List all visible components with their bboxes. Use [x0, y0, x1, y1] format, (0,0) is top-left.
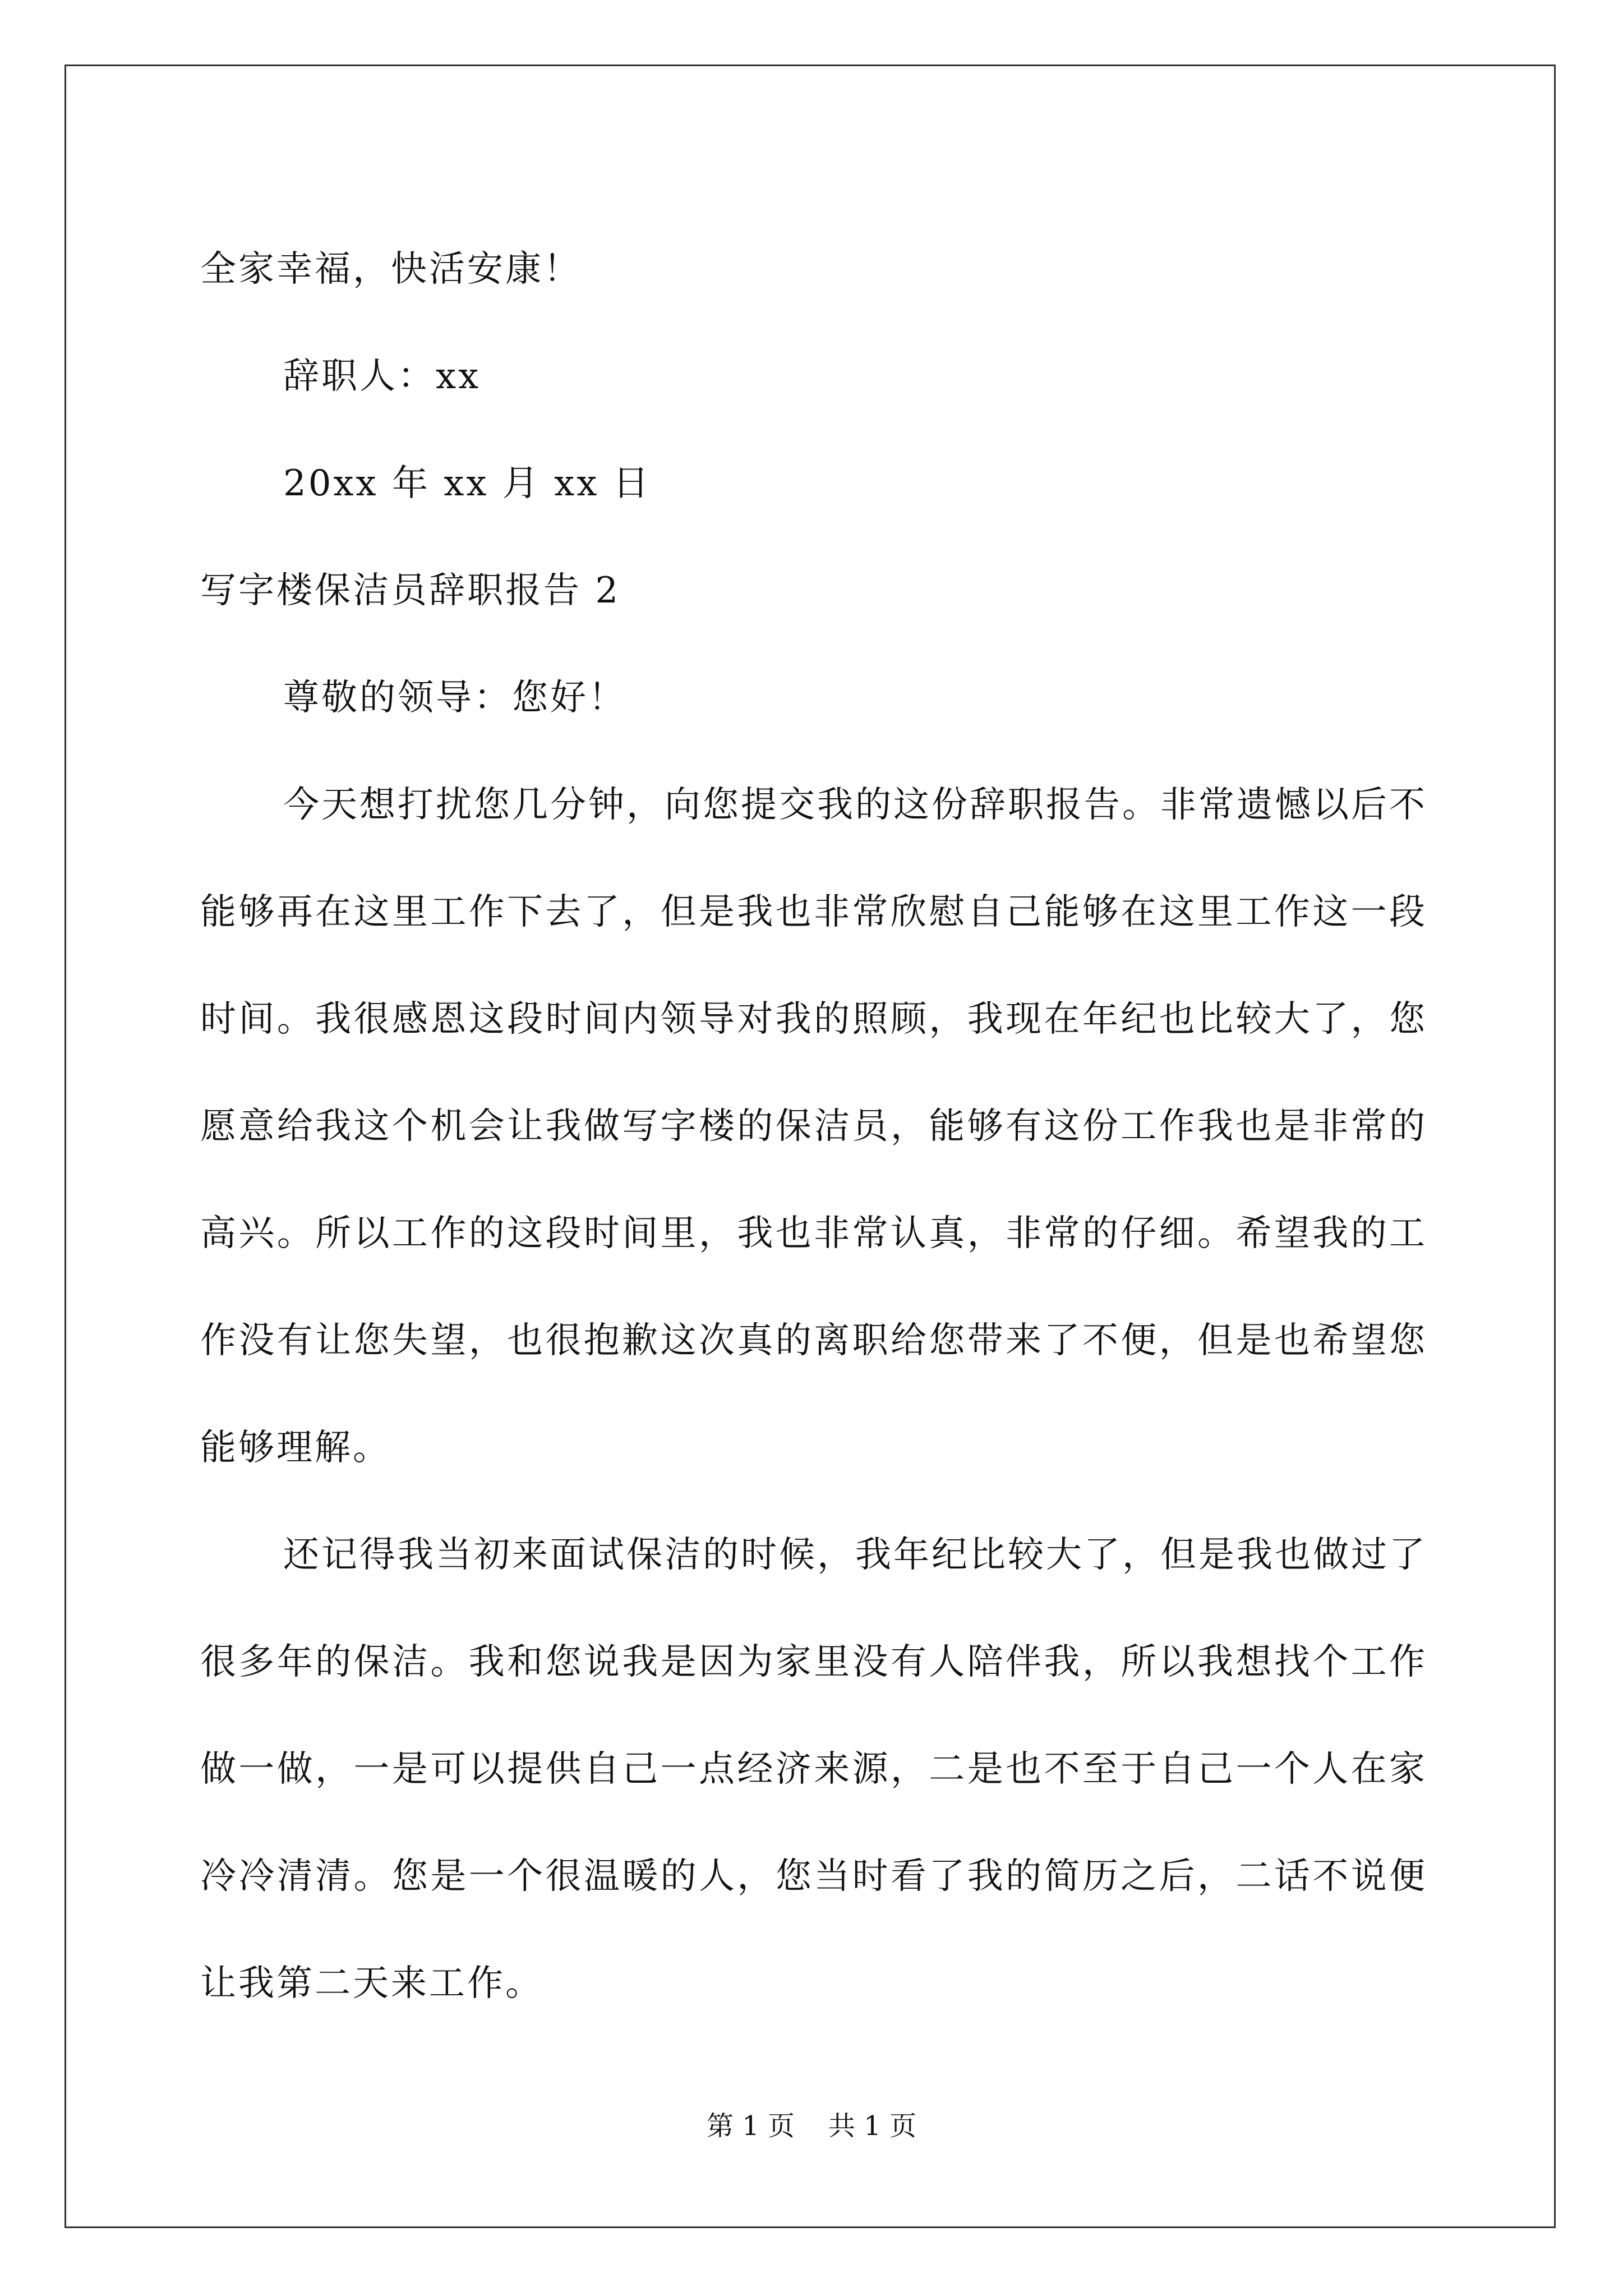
paragraph-1: 今天想打扰您几分钟，向您提交我的这份辞职报告。非常遗憾以后不能够再在这里工作下去了，但是我也非常欣慰自己能够在这里工作这一段时间。我很感恩这段时间内领导对我的照顾，我现在年纪也比较大了，您愿意给我这个机会让我做写字楼的保洁员，能够有这份工作我也是非常的高兴。所以工作的这段时间里，我也非常认真，非常的仔细。希望我的工作没有让您失望，也很抱歉这次真的离职给您带来了不便，但是也希望您能够理解。 [200, 784, 1427, 1469]
salutation: 尊敬的领导：您好！ [283, 677, 626, 719]
signer-line: 辞职人：xx [283, 356, 481, 397]
page-footer [0, 2109, 1623, 2143]
section-title: 写字楼保洁员辞职报告 2 [200, 570, 621, 611]
page-number: 第 1 页 [706, 2110, 795, 2142]
date-line: 20xx 年 xx 月 xx 日 [283, 463, 651, 504]
paragraph-2: 还记得我当初来面试保洁的时候，我年纪比较大了，但是我也做过了很多年的保洁。我和您说我是因为家里没有人陪伴我，所以我想找个工作做一做，一是可以提供自己一点经济来源，二是也不至于自己一个人在家冷冷清清。您是一个很温暖的人，您当时看了我的简历之后，二话不说便让我第二天来工作。 [200, 1534, 1427, 2004]
page-total: 共 1 页 [828, 2110, 917, 2142]
closing-line: 全家幸福，快活安康！ [200, 249, 582, 290]
document-body [200, 216, 1427, 2037]
